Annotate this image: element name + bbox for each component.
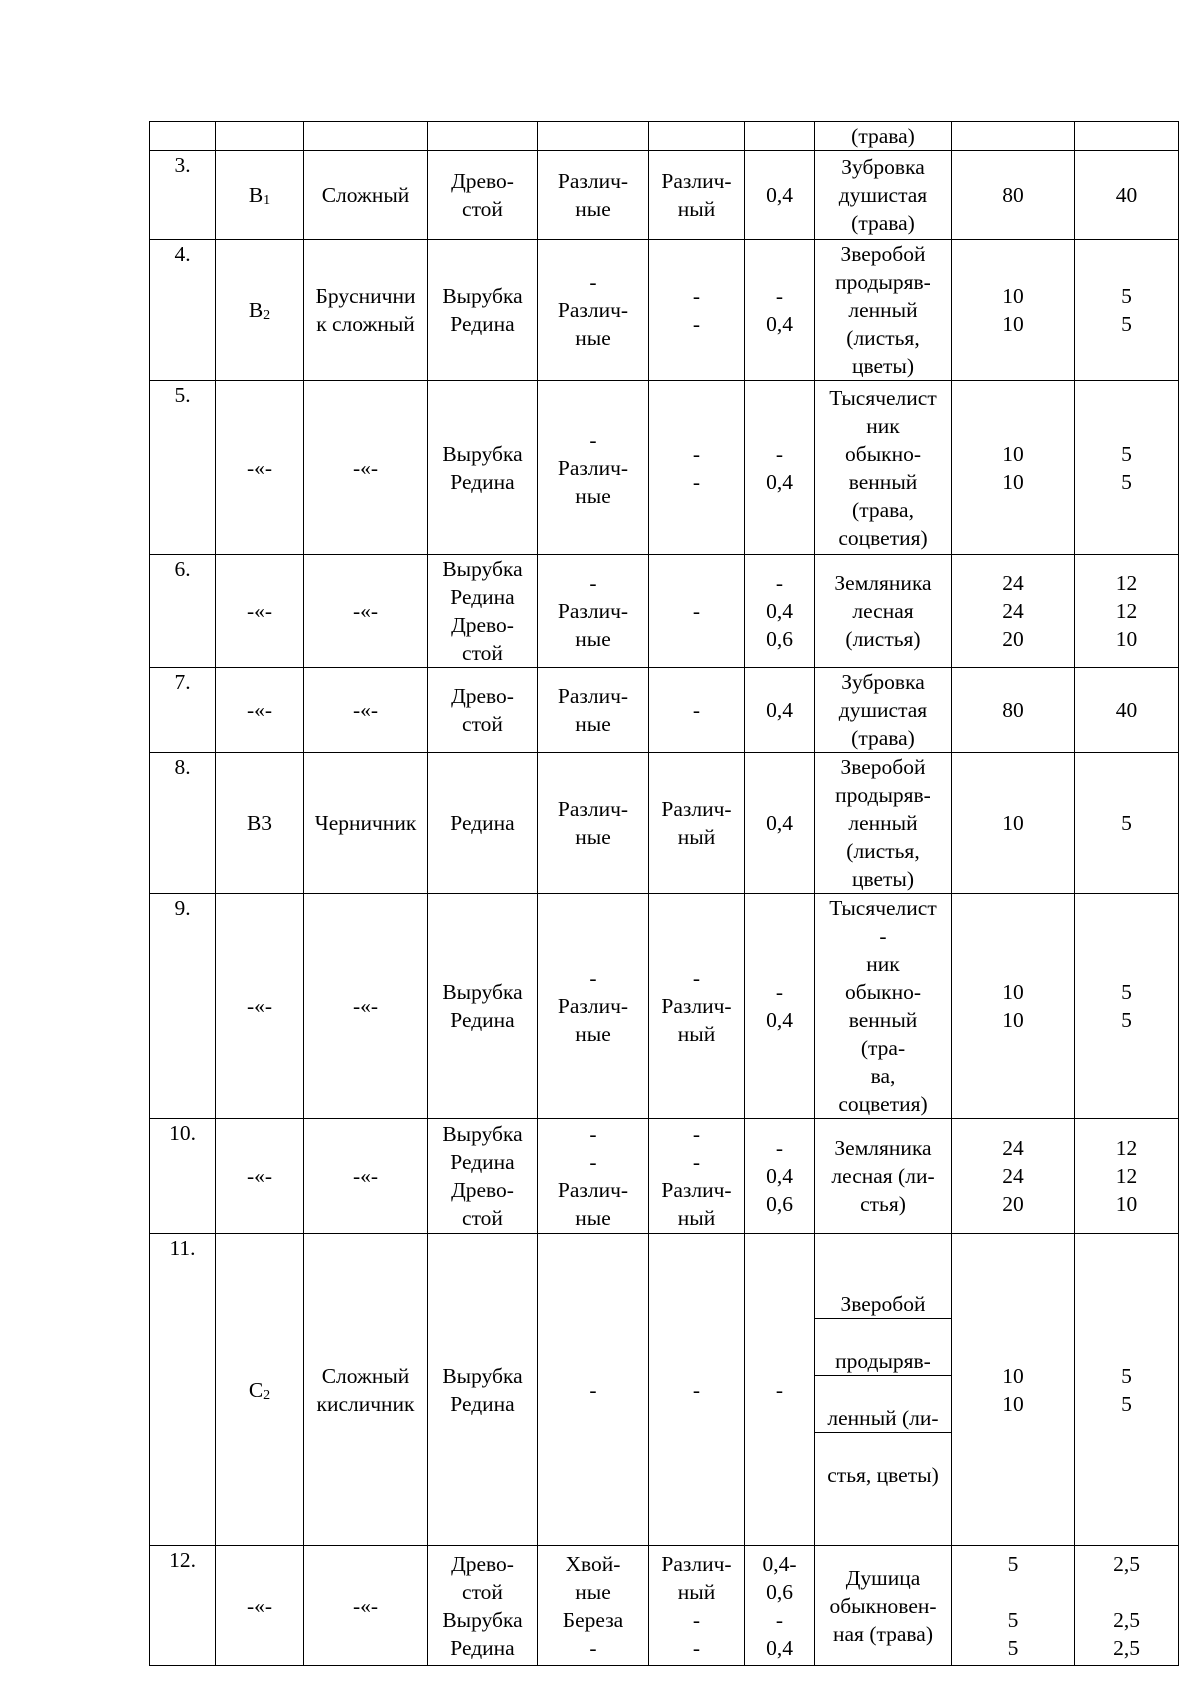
tree-species-cell: Хвой- ные Береза - [538,1546,649,1666]
tree-species-cell: - - Различ- ные [538,1119,649,1234]
table-row [150,381,1179,555]
plant-line: продыряв- [815,1347,951,1376]
tract-cell: Вырубка Редина [428,240,538,381]
forest-type-cell: -«- [304,1119,428,1234]
shrubs-cell: - [649,668,745,753]
forest-group-cell [216,151,304,240]
tract-cell: Древо- стой [428,151,538,240]
tract-cell: Редина [428,753,538,894]
shrubs-cell: Различ- ный [649,151,745,240]
closeness-cell: - 0,4 [745,240,815,381]
table-row [150,1119,1179,1234]
shrubs-cell: - - [649,240,745,381]
norm-cell: 5 [1075,753,1179,894]
table-row [150,1546,1179,1666]
forest-group-cell: -«- [216,1546,304,1666]
forest-type-cell: -«- [304,1546,428,1666]
plant-cell: Зубровка душистая (трава) [815,668,952,753]
forest-group-cell: -«- [216,555,304,668]
row-number: 3. [150,151,216,240]
stock-cell: 10 10 [952,381,1075,555]
closeness-cell: 0,4 [745,668,815,753]
forest-group-cell [216,240,304,381]
stock-cell: 10 10 [952,894,1075,1119]
forest-type-cell: Бруснични к сложный [304,240,428,381]
table-row [150,555,1179,668]
table-row [150,753,1179,894]
tree-species-cell: Различ- ные [538,668,649,753]
stock-cell: 10 10 [952,240,1075,381]
forest-type-cell: Черничник [304,753,428,894]
row-number: 11. [150,1234,216,1546]
forest-group-cell: -«- [216,1119,304,1234]
tract-cell: Древо- стой Вырубка Редина [428,1546,538,1666]
tract-cell: Вырубка Редина Древо- стой [428,555,538,668]
tract-cell: Вырубка Редина Древо- стой [428,1119,538,1234]
forest-type-cell: -«- [304,894,428,1119]
forest-group-cell: -«- [216,668,304,753]
tree-species-cell: - Различ- ные [538,555,649,668]
tree-species-cell: - Различ- ные [538,894,649,1119]
shrubs-cell: - - Различ- ный [649,1119,745,1234]
row-number: 12. [150,1546,216,1666]
tract-cell: Вырубка Редина [428,381,538,555]
tract-cell: Вырубка Редина [428,1234,538,1546]
table-row [150,151,1179,240]
stock-cell: 10 [952,753,1075,894]
tract-cell: Вырубка Редина [428,894,538,1119]
norm-cell: 40 [1075,151,1179,240]
forest-group-label: B [248,298,264,322]
stock-cell: 24 24 20 [952,555,1075,668]
plant-cell: Тысячелист ник обыкно- венный (трава, соцветия) [815,381,952,555]
stock-cell: 5 5 5 [952,1546,1075,1666]
row-number: 4. [150,240,216,381]
norm-cell: 5 5 [1075,894,1179,1119]
forest-group-subscript: 2 [263,308,271,323]
norm-cell: 12 12 10 [1075,555,1179,668]
forest-group-subscript: 1 [263,193,271,208]
plant-line: ленный (ли- [815,1404,951,1433]
forest-group-cell [216,1234,304,1546]
closeness-cell: 0,4- 0,6 - 0,4 [745,1546,815,1666]
table-row [150,668,1179,753]
closeness-cell: - 0,4 0,6 [745,555,815,668]
tract-cell: Древо- стой [428,668,538,753]
table-row [150,894,1179,1119]
forest-type-cell: -«- [304,381,428,555]
plant-cell: Земляника лесная (листья) [815,555,952,668]
row-number: 9. [150,894,216,1119]
norm-cell: 5 5 [1075,240,1179,381]
plant-line: стья, цветы) [827,1463,939,1487]
shrubs-cell: - [649,555,745,668]
tree-species-cell [538,122,649,151]
closeness-cell: 0,4 [745,753,815,894]
plant-cell: Зверобой продыряв- ленный (листья, цветы) [815,753,952,894]
row-number: 6. [150,555,216,668]
shrubs-cell: - Различ- ный [649,894,745,1119]
stock-cell: 80 [952,151,1075,240]
forest-type-cell: -«- [304,668,428,753]
shrubs-cell: Различ- ный [649,753,745,894]
shrubs-cell: - [649,1234,745,1546]
tree-species-cell: Различ- ные [538,151,649,240]
forest-type-cell: Сложный кисличник [304,1234,428,1546]
plant-cell: Душица обыкновен- ная (трава) [815,1546,952,1666]
norm-cell: 5 5 [1075,1234,1179,1546]
plant-cell: (трава) [815,122,952,151]
norm-cell: 2,5 2,5 2,5 [1075,1546,1179,1666]
stock-cell: 80 [952,668,1075,753]
closeness-cell: - 0,4 [745,381,815,555]
norm-cell: 5 5 [1075,381,1179,555]
forest-type-cell [304,122,428,151]
shrubs-cell [649,122,745,151]
tree-species-cell: - Различ- ные [538,381,649,555]
plant-cell: Тысячелист - ник обыкно- венный (тра- ва, соцветия) [815,894,952,1119]
norm-cell [1075,122,1179,151]
forest-group-subscript: 2 [263,1387,271,1403]
herb-resources-table [149,121,1179,1666]
shrubs-cell: Различ- ный - - [649,1546,745,1666]
row-number: 8. [150,753,216,894]
forest-group-cell: -«- [216,381,304,555]
forest-group-cell [216,122,304,151]
forest-group-label: C [248,1377,264,1402]
table-row [150,1234,1179,1546]
plant-cell [815,1234,952,1546]
table-row [150,240,1179,381]
norm-cell: 40 [1075,668,1179,753]
stock-cell [952,122,1075,151]
tree-species-cell: Различ- ные [538,753,649,894]
row-number [150,122,216,151]
forest-type-cell: -«- [304,555,428,668]
forest-group-cell: B3 [216,753,304,894]
stock-cell: 10 10 [952,1234,1075,1546]
row-number: 10. [150,1119,216,1234]
plant-ruled-lines [817,1262,949,1517]
tree-species-cell: - [538,1234,649,1546]
forest-group-cell: -«- [216,894,304,1119]
plant-cell: Зверобой продыряв- ленный (листья, цветы) [815,240,952,381]
closeness-cell: - 0,4 0,6 [745,1119,815,1234]
forest-group-label: B [248,183,264,207]
closeness-cell: - [745,1234,815,1546]
closeness-cell: 0,4 [745,151,815,240]
row-number: 7. [150,668,216,753]
tract-cell [428,122,538,151]
plant-cell: Зубровка душистая (трава) [815,151,952,240]
plant-line: Зверобой [815,1290,951,1319]
stock-cell: 24 24 20 [952,1119,1075,1234]
table-row [150,122,1179,151]
shrubs-cell: - - [649,381,745,555]
tree-species-cell: - Различ- ные [538,240,649,381]
closeness-cell: - 0,4 [745,894,815,1119]
norm-cell: 12 12 10 [1075,1119,1179,1234]
forest-type-cell: Сложный [304,151,428,240]
closeness-cell [745,122,815,151]
plant-cell: Земляника лесная (ли- стья) [815,1119,952,1234]
row-number: 5. [150,381,216,555]
